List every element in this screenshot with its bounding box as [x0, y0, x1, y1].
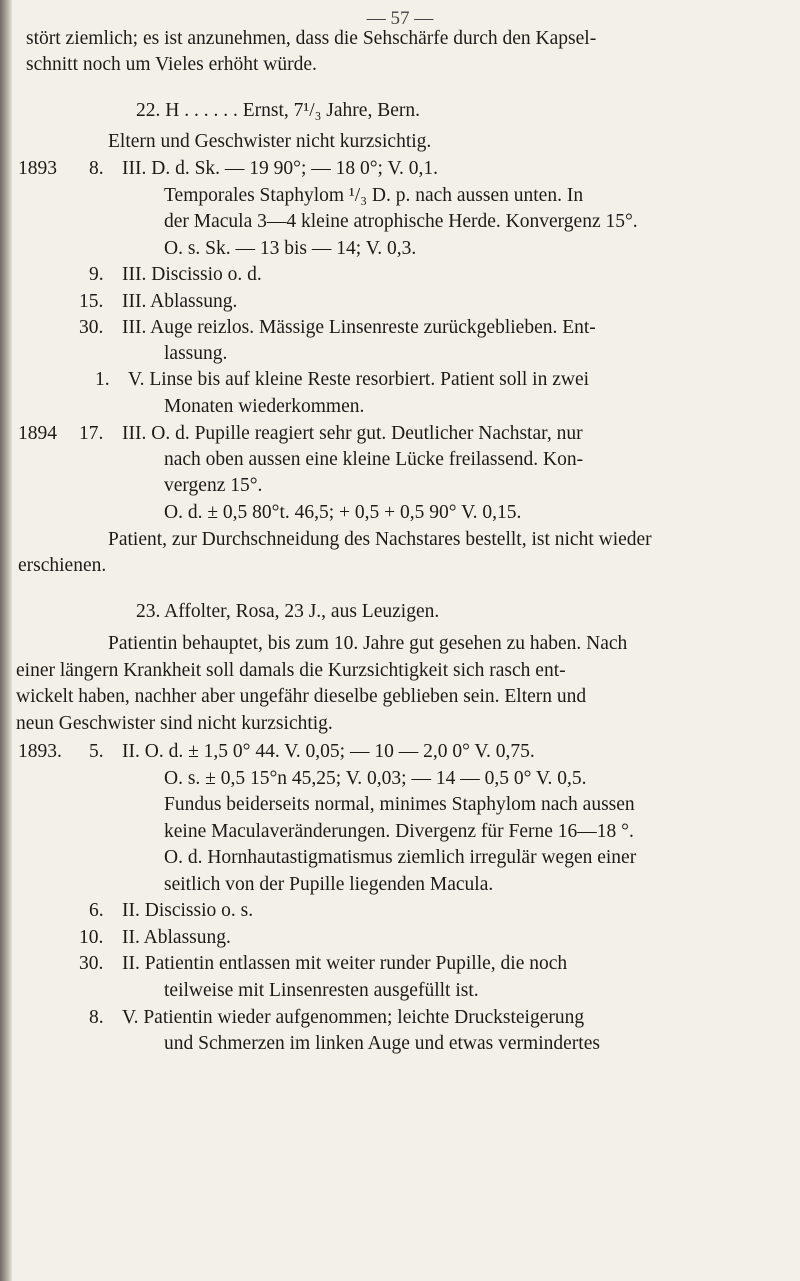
entry-year: 1894	[18, 423, 57, 444]
text-line: erschienen.	[18, 555, 107, 576]
entry-day: 8.	[89, 158, 104, 179]
entry-text: III. Ablassung.	[122, 291, 238, 312]
entry-day: 5.	[89, 741, 104, 762]
text-line: einer längern Krankheit soll damals die Kurzsichtigkeit sich rasch ent-	[16, 660, 566, 681]
text-line: Eltern und Geschwister nicht kurzsichtig.	[108, 131, 432, 152]
entry-day: 30.	[79, 317, 104, 338]
entry-text: V. Patientin wieder aufgenommen; leichte Drucksteigerung	[122, 1007, 585, 1028]
entry-text: II. O. d. ± 1,5 0° 44. V. 0,05; — 10 — 2,0 0° V. 0,75.	[122, 741, 535, 762]
entry-day: 15.	[79, 291, 104, 312]
text-line: Temporales Staphylom ¹/₃ D. p. nach aussen unten. In	[164, 185, 584, 206]
case-heading: 22. H . . . . . . Ernst, 7¹/₃ Jahre, Bern.	[136, 100, 420, 121]
text-line: der Macula 3—4 kleine atrophische Herde. Konvergenz 15°.	[164, 211, 638, 232]
text-line: neun Geschwister sind nicht kurzsichtig.	[16, 713, 333, 734]
page-number: — 57 —	[366, 8, 434, 29]
entry-day: 1.	[95, 369, 110, 390]
text-line: Fundus beiderseits normal, minimes Staphylom nach aussen	[164, 794, 635, 815]
text-line: Patientin behauptet, bis zum 10. Jahre gut gesehen zu haben. Nach	[108, 633, 628, 654]
text-line: O. s. Sk. — 13 bis — 14; V. 0,3.	[164, 238, 417, 259]
text-line: und Schmerzen im linken Auge und etwas vermindertes	[164, 1033, 600, 1054]
text-line: O. d. ± 0,5 80°t. 46,5; + 0,5 + 0,5 90° V. 0,15.	[164, 502, 522, 523]
entry-text: II. Ablassung.	[122, 927, 231, 948]
entry-day: 8.	[89, 1007, 104, 1028]
entry-year: 1893	[18, 158, 57, 179]
text-line: wickelt haben, nachher aber ungefähr dieselbe geblieben sein. Eltern und	[16, 686, 587, 707]
text-line: Patient, zur Durchschneidung des Nachstares bestellt, ist nicht wieder	[108, 529, 652, 550]
case-heading: 23. Affolter, Rosa, 23 J., aus Leuzigen.	[136, 601, 440, 622]
text-line: nach oben aussen eine kleine Lücke freilassend. Kon-	[164, 449, 584, 470]
entry-text: V. Linse bis auf kleine Reste resorbiert. Patient soll in zwei	[128, 369, 590, 390]
text-line: Monaten wiederkommen.	[164, 396, 365, 417]
entry-text: III. Auge reizlos. Mässige Linsenreste zurückgeblieben. Ent-	[122, 317, 596, 338]
text-line: seitlich von der Pupille liegenden Macula.	[164, 874, 494, 895]
entry-text: III. Discissio o. d.	[122, 264, 262, 285]
entry-text: II. Patientin entlassen mit weiter runder Pupille, die noch	[122, 953, 568, 974]
entry-text: III. O. d. Pupille reagiert sehr gut. Deutlicher Nachstar, nur	[122, 423, 583, 444]
text-line: stört ziemlich; es ist anzunehmen, dass die Sehschärfe durch den Kapsel-	[26, 28, 597, 49]
text-line: teilweise mit Linsenresten ausgefüllt ist.	[164, 980, 479, 1001]
text-line: keine Maculaveränderungen. Divergenz für Ferne 16—18 °.	[164, 821, 634, 842]
entry-day: 6.	[89, 900, 104, 921]
page-edge-shadow	[0, 0, 12, 1281]
text-line: O. s. ± 0,5 15°n 45,25; V. 0,03; — 14 — 0,5 0° V. 0,5.	[164, 768, 587, 789]
text-line: lassung.	[164, 343, 228, 364]
entry-year: 1893.	[18, 741, 62, 762]
entry-day: 30.	[79, 953, 104, 974]
entry-day: 17.	[79, 423, 104, 444]
entry-text: III. D. d. Sk. — 19 90°; — 18 0°; V. 0,1.	[122, 158, 439, 179]
entry-day: 9.	[89, 264, 104, 285]
text-line: vergenz 15°.	[164, 475, 263, 496]
text-line: O. d. Hornhautastigmatismus ziemlich irregulär wegen einer	[164, 847, 637, 868]
entry-day: 10.	[79, 927, 104, 948]
entry-text: II. Discissio o. s.	[122, 900, 254, 921]
text-line: schnitt noch um Vieles erhöht würde.	[26, 54, 317, 75]
